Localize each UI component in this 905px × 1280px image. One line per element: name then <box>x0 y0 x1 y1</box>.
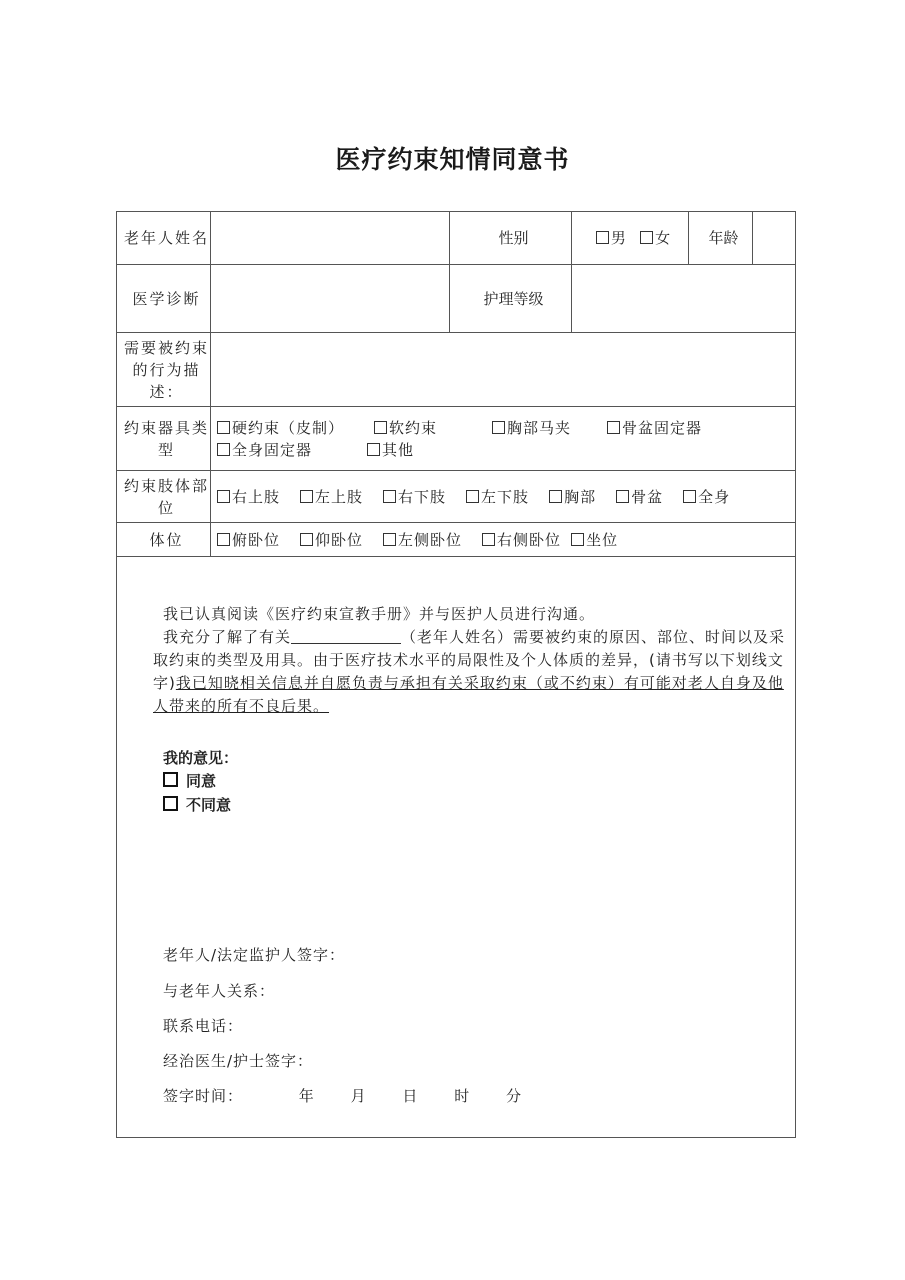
checkbox-icon[interactable] <box>383 490 396 503</box>
device-label: 约束器具类型 <box>117 407 211 471</box>
checkbox-icon[interactable] <box>607 421 620 434</box>
option-label: 左侧卧位 <box>398 530 463 549</box>
option-label: 坐位 <box>586 530 619 549</box>
option-label: 硬约束（皮制） <box>232 418 345 437</box>
checkbox-icon[interactable] <box>300 533 313 546</box>
minute-label: 分 <box>505 1087 522 1105</box>
option-positions-4[interactable] <box>571 529 618 551</box>
gender-male-label: 男 <box>610 229 626 247</box>
checkbox-icon[interactable] <box>596 231 609 244</box>
age-field[interactable] <box>753 212 796 265</box>
statement-line-1: 我已认真阅读《医疗约束宣教手册》并与医护人员进行沟通。 <box>163 605 596 623</box>
name-field[interactable] <box>211 212 450 265</box>
disagree-label: 不同意 <box>186 796 232 814</box>
option-dev1-1[interactable] <box>374 417 437 439</box>
phone-label: 联系电话： <box>163 1017 244 1035</box>
checkbox-icon[interactable] <box>571 533 584 546</box>
option-label: 右侧卧位 <box>497 530 562 549</box>
checkbox-icon[interactable] <box>367 443 380 456</box>
relation-label: 与老年人关系： <box>163 982 276 1000</box>
option-label: 骨盆固定器 <box>622 418 703 437</box>
checkbox-icon[interactable] <box>163 772 178 787</box>
option-dev1-3[interactable] <box>607 417 702 439</box>
option-limbs-1[interactable] <box>300 486 363 508</box>
option-positions-3[interactable] <box>482 529 561 551</box>
agree-option[interactable] <box>163 770 216 792</box>
checkbox-icon[interactable] <box>549 490 562 503</box>
month-label: 月 <box>350 1087 367 1105</box>
checkbox-icon[interactable] <box>640 231 653 244</box>
gender-options <box>572 212 689 265</box>
option-label: 左下肢 <box>481 487 530 506</box>
care-level-label: 护理等级 <box>450 265 572 333</box>
hour-label: 时 <box>454 1087 471 1105</box>
elder-signature-label: 老年人/法定监护人签字： <box>163 946 346 964</box>
option-label: 其他 <box>382 440 415 459</box>
option-label: 全身 <box>698 487 731 506</box>
gender-female-label: 女 <box>655 229 671 247</box>
option-limbs-3[interactable] <box>466 486 529 508</box>
elder-name-blank[interactable] <box>291 627 401 644</box>
checkbox-icon[interactable] <box>683 490 696 503</box>
option-label: 右下肢 <box>398 487 447 506</box>
behavior-field[interactable] <box>211 333 796 407</box>
option-label: 骨盆 <box>631 487 664 506</box>
page-title: 医疗约束知情同意书 <box>335 145 570 174</box>
option-label: 软约束 <box>389 418 438 437</box>
option-limbs-4[interactable] <box>549 486 596 508</box>
gender-female-option[interactable] <box>640 229 670 247</box>
gender-label: 性别 <box>450 212 572 265</box>
option-dev2-1[interactable] <box>367 439 414 461</box>
position-label: 体位 <box>117 523 211 557</box>
checkbox-icon[interactable] <box>300 490 313 503</box>
checkbox-icon[interactable] <box>482 533 495 546</box>
statement-text-after: （老年人姓名）需要被约束的原因、部位、时间以及采取约束的类型及用具。由于医疗技术水平的局限性及个人体质的差异，(请书写以下划线文字) <box>153 628 786 692</box>
position-options <box>211 523 796 557</box>
limb-label: 约束肢体部位 <box>117 471 211 523</box>
option-label: 右上肢 <box>232 487 281 506</box>
consent-form-table <box>116 211 796 1138</box>
option-limbs-2[interactable] <box>383 486 446 508</box>
disagree-option[interactable] <box>163 794 231 816</box>
year-label: 年 <box>298 1087 315 1105</box>
device-options <box>211 407 796 471</box>
option-dev2-0[interactable] <box>217 439 312 461</box>
statement-section <box>117 557 796 1138</box>
option-limbs-6[interactable] <box>683 486 730 508</box>
diagnosis-field[interactable] <box>211 265 450 333</box>
opinion-label: 我的意见： <box>163 749 239 767</box>
checkbox-icon[interactable] <box>616 490 629 503</box>
age-label: 年龄 <box>689 212 753 265</box>
statement-paragraph <box>153 626 787 718</box>
option-dev1-2[interactable] <box>492 417 571 439</box>
option-limbs-5[interactable] <box>616 486 663 508</box>
checkbox-icon[interactable] <box>466 490 479 503</box>
name-label: 老年人姓名 <box>117 212 211 265</box>
option-dev1-0[interactable] <box>217 417 344 439</box>
checkbox-icon[interactable] <box>163 796 178 811</box>
agree-label: 同意 <box>186 772 217 790</box>
doctor-signature-label: 经治医生/护士签字： <box>163 1052 314 1070</box>
statement-text-before: 我充分了解了有关 <box>163 628 292 646</box>
option-label: 仰卧位 <box>315 530 364 549</box>
care-level-field[interactable] <box>572 265 796 333</box>
option-positions-2[interactable] <box>383 529 462 551</box>
option-label: 胸部马夹 <box>507 418 572 437</box>
checkbox-icon[interactable] <box>217 490 230 503</box>
option-label: 全身固定器 <box>232 440 313 459</box>
checkbox-icon[interactable] <box>217 421 230 434</box>
statement-underlined: 我已知晓相关信息并自愿负责与承担有关采取约束（或不约束）有可能对老人自身及他人带来的所有不良后果。 <box>153 674 784 715</box>
diagnosis-label: 医学诊断 <box>117 265 211 333</box>
option-label: 左上肢 <box>315 487 364 506</box>
option-label: 胸部 <box>564 487 597 506</box>
sign-time-row <box>163 1085 522 1107</box>
checkbox-icon[interactable] <box>383 533 396 546</box>
option-label: 俯卧位 <box>232 530 281 549</box>
option-positions-1[interactable] <box>300 529 363 551</box>
sign-time-label: 签字时间： <box>163 1087 244 1105</box>
option-limbs-0[interactable] <box>217 486 280 508</box>
behavior-label: 需要被约束的行为描述： <box>117 333 211 407</box>
checkbox-icon[interactable] <box>374 421 387 434</box>
option-positions-0[interactable] <box>217 529 280 551</box>
checkbox-icon[interactable] <box>217 443 230 456</box>
day-label: 日 <box>402 1087 419 1105</box>
checkbox-icon[interactable] <box>492 421 505 434</box>
limb-options <box>211 471 796 523</box>
gender-male-option[interactable] <box>596 229 626 247</box>
checkbox-icon[interactable] <box>217 533 230 546</box>
